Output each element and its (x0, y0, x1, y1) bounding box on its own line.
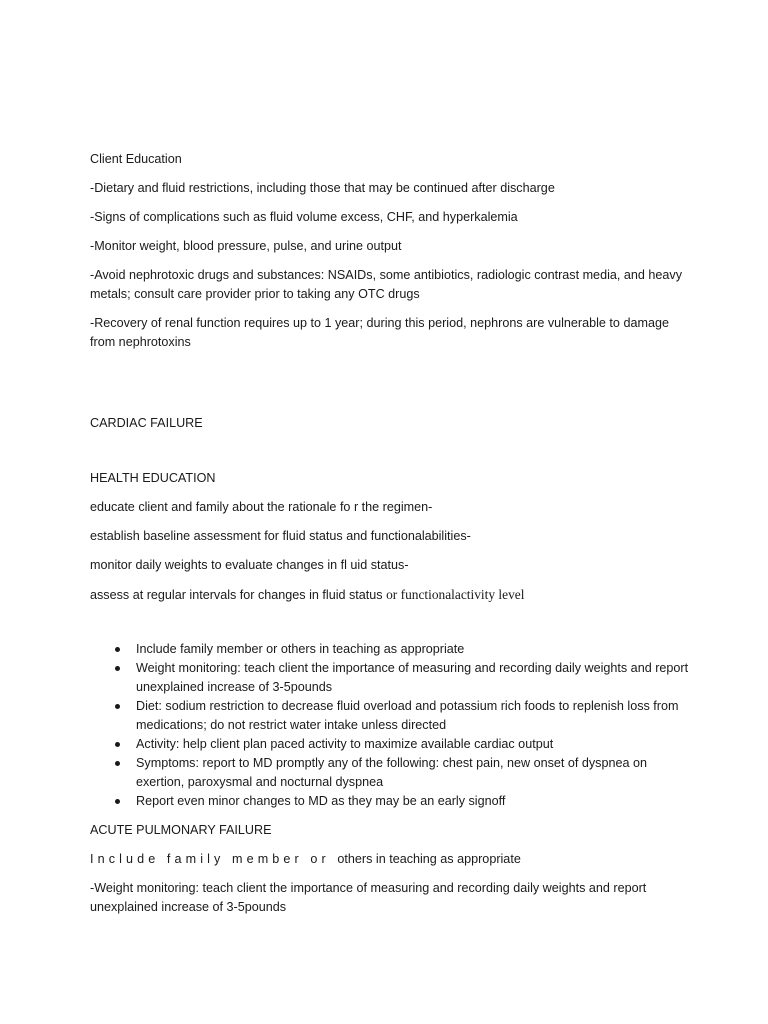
list-item: Activity: help client plan paced activity to maximize available cardiac output (90, 735, 690, 754)
bullet-icon (115, 704, 120, 709)
pulmonary-line: -Weight monitoring: teach client the importance of measuring and recording daily weights and report unexplained increase of 3-5pounds (90, 881, 647, 914)
assess-text-serif: or functionalactivity level (386, 587, 525, 602)
bullet-icon (115, 742, 120, 747)
list-item: Diet: sodium restriction to decrease fluid overload and potassium rich foods to replenish loss from medications; do not restrict water intake unless directed (90, 697, 690, 735)
bullet-icon (115, 799, 120, 804)
list-item: Symptoms: report to MD promptly any of the following: chest pain, new onset of dyspnea on exertion, paroxysmal and nocturnal dyspnea (90, 754, 690, 792)
pulmonary-line (90, 850, 690, 869)
spaced-text: Include family member or (90, 852, 338, 866)
health-education-line: monitor daily weights to evaluate changes in fl uid status- (90, 558, 409, 572)
health-education-line: establish baseline assessment for fluid status and functionalabilities- (90, 529, 471, 543)
section-heading-cardiac-failure: CARDIAC FAILURE (90, 416, 203, 430)
list-item: Include family member or others in teaching as appropriate (90, 640, 690, 659)
section-heading-acute-pulmonary-failure: ACUTE PULMONARY FAILURE (90, 823, 272, 837)
bullet-icon (115, 761, 120, 766)
section-heading-client-education: Client Education (90, 152, 182, 166)
health-education-line (90, 585, 690, 605)
client-education-line: -Monitor weight, blood pressure, pulse, and urine output (90, 239, 402, 253)
client-education-line: -Signs of complications such as fluid volume excess, CHF, and hyperkalemia (90, 210, 518, 224)
cardiac-bullet-list (90, 640, 690, 811)
list-item: Report even minor changes to MD as they may be an early signoff (90, 792, 690, 811)
bullet-icon (115, 647, 120, 652)
assess-text: assess at regular intervals for changes in fluid status (90, 588, 387, 602)
client-education-line: -Avoid nephrotoxic drugs and substances: NSAIDs, some antibiotics, radiologic contrast media, and heavy metals; consult care provider prior to taking any OTC drugs (90, 268, 682, 301)
bullet-icon (115, 666, 120, 671)
pulmonary-line-rest: others in teaching as appropriate (337, 852, 521, 866)
list-item: Weight monitoring: teach client the importance of measuring and recording daily weights and report unexplained increase of 3-5pounds (90, 659, 690, 697)
subheading-health-education: HEALTH EDUCATION (90, 471, 216, 485)
document-page (90, 150, 690, 927)
client-education-line: -Dietary and fluid restrictions, including those that may be continued after discharge (90, 181, 555, 195)
health-education-line: educate client and family about the rationale fo r the regimen- (90, 500, 433, 514)
client-education-line: -Recovery of renal function requires up to 1 year; during this period, nephrons are vulnerable to damage from nephrotoxins (90, 316, 669, 349)
